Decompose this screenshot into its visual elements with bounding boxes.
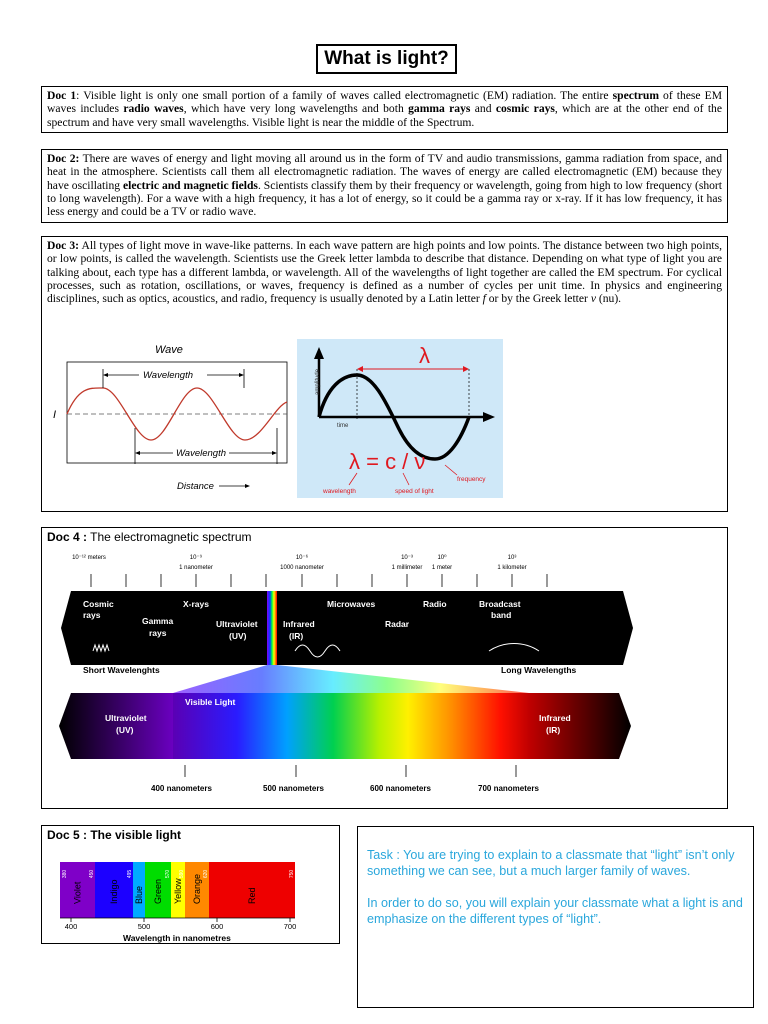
long-wavelengths-label: Long Wavelengths <box>501 665 577 675</box>
wave-title: Wave <box>155 344 183 356</box>
wavelength-axis-label: Wavelength in nanometres <box>123 933 231 943</box>
wavelength-bottom-label: Wavelength <box>176 448 226 459</box>
arrowhead <box>103 373 108 377</box>
scale-ticks <box>91 574 547 587</box>
band-end-indigo: 495 <box>127 869 133 879</box>
band-broadcast-1: Broadcast <box>479 599 521 609</box>
arrowhead <box>135 451 140 455</box>
doc2-text <box>47 152 722 218</box>
band-gamma-2: rays <box>149 628 167 638</box>
doc1-box <box>41 86 728 133</box>
scale-power-0: 10⁻¹² meters <box>72 555 106 561</box>
task-paragraph-2: In order to do so, you will explain your classmate what a light is and emphasize on the different types of “light”. <box>367 896 743 926</box>
uv-label-1: Ultraviolet <box>105 713 147 723</box>
intensity-axis-label: I <box>53 409 57 421</box>
amplitude-label: amplitude <box>315 368 321 395</box>
visible-slit <box>267 591 277 665</box>
distance-label: Distance <box>177 481 214 492</box>
nm-label-400: 400 nanometers <box>151 784 212 793</box>
band-label-violet: Violet <box>72 881 83 904</box>
lambda-formula: λ = c / ν <box>349 449 426 474</box>
band-end-orange: 620 <box>203 869 209 879</box>
uv-label-2: (UV) <box>116 725 134 735</box>
band-label-orange: Orange <box>192 873 202 904</box>
band-xrays: X-rays <box>183 599 209 609</box>
band-cosmic-1: Cosmic <box>83 599 114 609</box>
band-broadcast-2: band <box>491 610 512 620</box>
doc2-t1: There are waves of energy and light moving all around us in the form of TV and audio transmissions, gamma radiation from space, and heat in the atmosphere. Scientists call them all electromagnetic radiation. The waves of energy are called electromagnetic (EM) because they have oscillating <box>47 152 722 192</box>
doc1-b1: spectrum <box>612 89 659 102</box>
band-label-blue: Blue <box>134 885 144 904</box>
doc1-t4: and <box>470 102 496 116</box>
doc1-t2: of these EM waves includes <box>47 89 723 116</box>
band-end-red: 750 <box>289 869 295 879</box>
doc1-t3: , which have very long wavelengths and both <box>183 102 409 116</box>
doc1-t5: , which are at the other end of the spectrum and have very small wavelengths. Visible light is near the middle of the Spectrum. <box>47 102 722 129</box>
ir-label-2: (IR) <box>546 725 561 735</box>
band-label-green: Green <box>153 878 163 904</box>
band-ir-2: (IR) <box>289 631 304 641</box>
visible-bands <box>60 862 295 918</box>
arrowhead <box>239 373 244 377</box>
lambda-bg <box>297 339 503 498</box>
band-end-yellow: 590 <box>179 869 185 879</box>
doc3-label: Doc 3: <box>47 239 80 252</box>
task-paragraph-1: Task : You are trying to explain to a classmate that “light” isn’t only something we can see, but a much larger family of waves. <box>367 848 735 878</box>
doc3-t3: (nu). <box>595 292 622 306</box>
scale-name-4: 1 meter <box>431 565 453 571</box>
doc3-text <box>47 239 722 305</box>
speed-of-light-caption: speed of light <box>395 488 434 495</box>
scale-name-1: 1 nanometer <box>179 565 213 571</box>
visible-tick-label: 500 <box>137 922 151 931</box>
doc2-t2: . Scientists classify them by their frequency or wavelength, going from high to low frequency (short to long wavelength). For a wave with a high frequency, it has a lot of energy, so it could be a gamma ray or x-ray. If it has low frequency, it has less energy and could be a TV or radio wave. <box>47 178 723 219</box>
scale-power-4: 10⁰ <box>437 555 447 561</box>
band-gamma-1: Gamma <box>142 616 174 626</box>
task-box <box>357 826 754 1008</box>
nm-label-600: 600 nanometers <box>370 784 431 793</box>
arrowhead <box>272 451 277 455</box>
visible-ticks <box>60 918 296 931</box>
nm-label-500: 500 nanometers <box>263 784 324 793</box>
band-ir-1: Infrared <box>283 619 315 629</box>
band-radio: Radio <box>423 599 447 609</box>
doc2-label: Doc 2: <box>47 152 80 165</box>
doc5-heading: Doc 5 : The visible light <box>47 828 182 842</box>
scale-power-3: 10⁻³ <box>401 555 413 561</box>
nm-ticks <box>185 765 516 777</box>
wave-diagram <box>47 336 294 498</box>
band-cosmic-2: rays <box>83 610 101 620</box>
doc4-title: The electromagnetic spectrum <box>87 530 252 544</box>
frequency-caption: frequency <box>457 476 486 483</box>
scale-name-2: 1000 nanometer <box>280 565 324 571</box>
doc3-nu: ν <box>590 292 596 306</box>
visible-tick-label: 700 <box>283 922 297 931</box>
band-label-indigo: Indigo <box>109 879 119 904</box>
time-label: time <box>337 423 349 429</box>
ir-band <box>529 693 631 759</box>
visible-expansion <box>173 665 529 693</box>
scale-power-5: 10³ <box>507 555 517 561</box>
band-label-yellow: Yellow <box>173 878 183 904</box>
visible-light-chart <box>60 858 325 944</box>
doc1-t1: : Visible light is only one small portion of a family of waves called electromagnetic (EM) radiation. The entire <box>76 89 613 102</box>
doc4-label: Doc 4 : <box>47 530 88 544</box>
arrowhead <box>245 484 250 488</box>
band-end-green: 570 <box>165 869 171 879</box>
nm-label-700: 700 nanometers <box>478 784 539 793</box>
doc1-b2: radio waves <box>123 102 184 116</box>
band-uv-2: (UV) <box>229 631 247 641</box>
wavelength-caption: wavelength <box>323 488 356 495</box>
doc1-label: Doc 1 <box>47 89 77 102</box>
doc1-b3: gamma rays <box>408 102 471 116</box>
doc3-t1: All types of light move in wave-like patterns. In each wave pattern are high points and low points. The distance between two high points, or low points, is called the wavelength. Scientists use the Greek letter lambda to describe that distance. Depending on what type of light you are talking about, each type has a different lambda, or wavelength. All of the wavelengths of light together are called the EM spectrum. For cyclical processes, such as rotation, oscillations, or waves, frequency is defined as a number of cycles per unit time. In physics and engineering disciplines, such as optics, acoustics, and radio, frequency is usually denoted by a Latin letter <box>47 239 722 306</box>
band-uv-1: Ultraviolet <box>216 619 258 629</box>
short-wavelengths-label: Short Wavelenghts <box>83 665 160 675</box>
doc2-box <box>41 149 728 223</box>
visible-tick-label: 600 <box>210 922 224 931</box>
scale-power-2: 10⁻⁶ <box>295 555 309 561</box>
scale-name-5: 1 kilometer <box>497 565 527 571</box>
em-spectrum-diagram <box>55 547 635 797</box>
lambda-symbol: λ <box>419 343 430 368</box>
band-microwaves: Microwaves <box>327 599 376 609</box>
band-end-violet: 450 <box>89 869 95 879</box>
doc3-f: f <box>482 292 486 306</box>
band-start-violet: 380 <box>62 869 68 879</box>
page-title: What is light? <box>316 44 457 74</box>
doc4-heading <box>47 530 252 544</box>
scale-power-1: 10⁻⁹ <box>189 555 203 561</box>
band-label-red: Red <box>247 887 257 904</box>
visible-tick-label: 400 <box>64 922 78 931</box>
visible-light-label: Visible Light <box>185 697 236 707</box>
doc2-b1: electric and magnetic fields <box>123 178 258 192</box>
wavelength-top-label: Wavelength <box>143 370 193 381</box>
scale-name-3: 1 millimeter <box>391 565 423 571</box>
lambda-diagram <box>297 339 503 498</box>
doc3-t2: or by the Greek letter <box>485 292 591 306</box>
doc1-b4: cosmic rays <box>495 102 555 116</box>
ir-label-1: Infrared <box>539 713 571 723</box>
band-radar: Radar <box>385 619 410 629</box>
doc1-text <box>47 89 722 129</box>
